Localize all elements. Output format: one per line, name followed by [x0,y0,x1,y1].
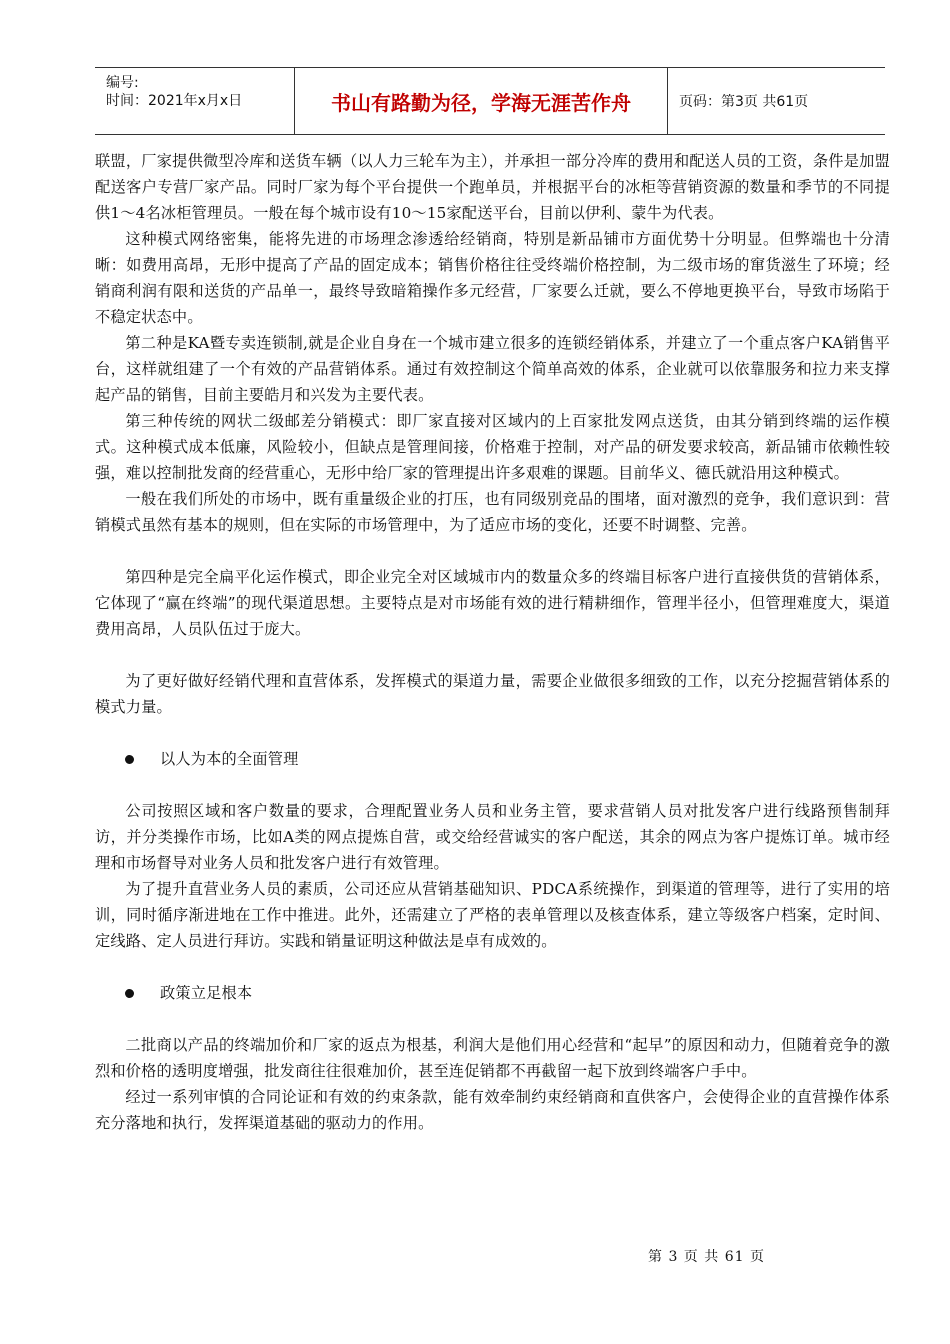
bullet-item [95,746,890,772]
header-slogan: 书山有路勤为径，学海无涯苦作舟 [295,68,668,134]
page-footer: 第 3 页 共 61 页 [648,1249,765,1265]
bullet-dot-icon [125,755,134,764]
header-meta [95,68,295,134]
paragraph: 第三种传统的网状二级邮差分销模式：即厂家直接对区域内的上百家批发网点送货，由其分销到终端的运作模式。这种模式成本低廉，风险较小，但缺点是管理间接，价格难于控制，对产品的研发要求较高，新品铺市依赖性较强，难以控制批发商的经营重心，无形中给厂家的管理提出许多艰难的课题。目前华义、德氏就沿用这种模式。 [95,412,890,482]
bullet-dot-icon [125,989,134,998]
document-number-label: 编号: [106,75,139,91]
paragraph: 为了提升直营业务人员的素质，公司还应从营销基础知识、PDCA系统操作，到渠道的管理等，进行了实用的培训，同时循序渐进地在工作中推进。此外，还需建立了严格的表单管理以及核查体系，建立等级客户档案，定时间、定线路、定人员进行拜访。实践和销量证明这种做法是卓有成效的。 [95,880,890,950]
bullet-item [95,980,890,1006]
bullet-text: 政策立足根本 [160,984,253,1002]
paragraph: 联盟，厂家提供微型冷库和送货车辆（以人力三轮车为主），并承担一部分冷库的费用和配送人员的工资，条件是加盟配送客户专营厂家产品。同时厂家为每个平台提供一个跑单员，并根据平台的冰柜等营销资源的数量和季节的不同提供1～4名冰柜管理员。一般在每个城市设有10～15家配送平台，目前以伊利、蒙牛为代表。 [95,152,890,222]
header-page-info: 页码：第3页 共61页 [679,94,809,110]
paragraph: 这种模式网络密集，能将先进的市场理念渗透给经销商，特别是新品铺市方面优势十分明显。但弊端也十分清晰：如费用高昂，无形中提高了产品的固定成本；销售价格往往受终端价格控制，为二级市场的窜货滋生了环境；经销商利润有限和送货的产品单一，最终导致暗箱操作多元经营，厂家要么迁就，要么不停地更换平台，导致市场陷于不稳定状态中。 [95,230,890,326]
paragraph: 公司按照区域和客户数量的要求，合理配置业务人员和业务主管，要求营销人员对批发客户进行线路预售制拜访，并分类操作市场，比如A类的网点提炼自营，或交给经营诚实的客户配送，其余的网点为客户提炼订单。城市经理和市场督导对业务人员和批发客户进行有效管理。 [95,802,890,872]
page-header [95,67,885,135]
paragraph: 一般在我们所处的市场中，既有重量级企业的打压，也有同级别竞品的围堵，面对激烈的竞争，我们意识到：营销模式虽然有基本的规则，但在实际的市场管理中，为了适应市场的变化，还要不时调整、完善。 [95,490,890,534]
document-time-label: 时间：2021年x月x日 [106,93,243,109]
paragraph: 二批商以产品的终端加价和厂家的返点为根基，利润大是他们用心经营和“起早”的原因和动力，但随着竞争的激烈和价格的透明度增强，批发商往往很难加价，甚至连促销都不再截留一起下放到终端客户手中。 [95,1036,890,1080]
paragraph: 第四种是完全扁平化运作模式，即企业完全对区域城市内的数量众多的终端目标客户进行直接供货的营销体系，它体现了“赢在终端”的现代渠道思想。主要特点是对市场能有效的进行精耕细作，管理半径小，但管理难度大，渠道费用高昂，人员队伍过于庞大。 [95,568,890,638]
paragraph: 经过一系列审慎的合同论证和有效的约束条款，能有效牵制约束经销商和直供客户，会使得企业的直营操作体系充分落地和执行，发挥渠道基础的驱动力的作用。 [95,1088,890,1132]
document-body [95,148,890,1136]
paragraph: 为了更好做好经销代理和直营体系，发挥模式的渠道力量，需要企业做很多细致的工作，以充分挖掘营销体系的模式力量。 [95,672,890,716]
paragraph: 第二种是KA暨专卖连锁制,就是企业自身在一个城市建立很多的连锁经销体系，并建立了一个重点客户KA销售平台，这样就组建了一个有效的产品营销体系。通过有效控制这个简单高效的体系，企业就可以依靠服务和拉力来支撑起产品的销售，目前主要皓月和兴发为主要代表。 [95,334,890,404]
bullet-text: 以人为本的全面管理 [160,750,299,768]
